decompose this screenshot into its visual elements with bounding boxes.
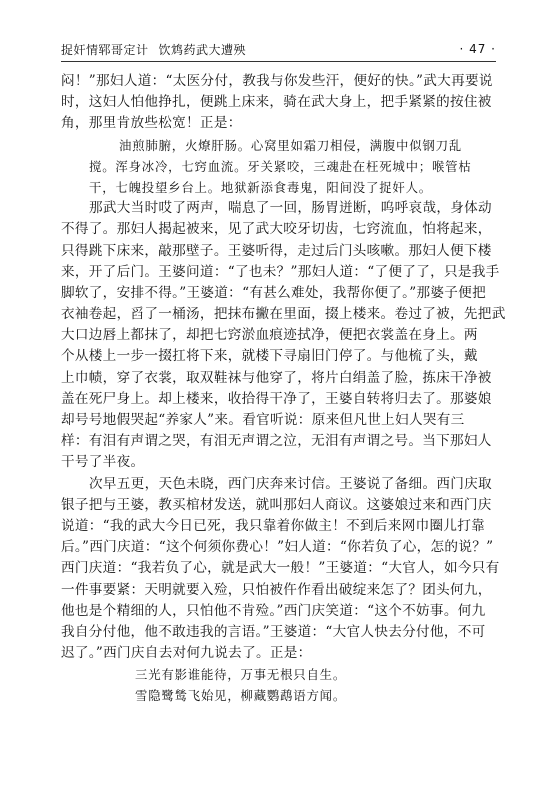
text-line: 西门庆道：“我若负了心，就是武大一般！”王婆道：“大官人，如今只有	[61, 560, 500, 577]
text-line: 说道：“我的武大今日已死，我只靠着你做主！不到后来网巾圈儿打靠	[61, 517, 486, 534]
text-line: 我自分付他，他不敢违我的言语。”王婆道：“大官人快去分付他，不可	[61, 623, 486, 640]
chapter-title-part-1: 捉奸情郓哥定计	[61, 42, 149, 57]
text-line: 后。”西门庆道：“这个何须你费心！”妇人道：“你若负了心，怎的说？”	[61, 539, 494, 556]
text-line: 来，开了后门。王婆问道：“了也未？”那妇人道：“了便了了，只是我手	[61, 263, 500, 280]
text-line: 脚软了，安排不得。”王婆道：“有甚么难处，我帮你便了。”那婆子便把	[61, 284, 486, 301]
text-line: 那武大当时哎了两声，喘息了一回，肠胃迸断，呜呼哀哉，身体动	[89, 200, 492, 217]
text-line: 次早五更，天色未晓，西门庆奔来讨信。王婆说了备细。西门庆取	[89, 475, 492, 492]
running-header	[61, 38, 496, 60]
header-rule	[61, 61, 496, 62]
text-line: 闷！”那妇人道：“太医分付，教我与你发些汗，便好的快。”武大再要说	[61, 73, 493, 89]
text-line: 却号号地假哭起“养家人”来。看官听说：原来但凡世上妇人哭有三	[61, 412, 465, 428]
verse-line: 三光有影谁能待，万事无根只自生。	[135, 667, 347, 683]
text-line: 只得跳下床来，敲那壁子。王婆听得，走过后门头咳嗽。那妇人便下楼	[61, 242, 492, 259]
verse-line: 干，七魄投望乡台上。地狱新添食毒鬼，阳间没了捉奸人。	[89, 179, 432, 195]
text-line: 银子把与王婆，教买棺材发送，就叫那妇人商议。这婆娘过来和西门庆	[61, 496, 492, 513]
page-number: · 47 ·	[459, 42, 496, 56]
verse-line: 雪隐鹭鸶飞始见，柳藏鹦鹉语方闻。	[135, 688, 347, 704]
text-line: 迟了。”西门庆自去对何九说去了。正是：	[61, 645, 312, 662]
text-line: 上巾帻，穿了衣裳，取双鞋袜与他穿了，将片白绢盖了脸，拣床干净被	[61, 369, 492, 386]
verse-line: 搅。浑身冰冷，七窍血流。牙关紧咬，三魂赴在枉死城中；喉管枯	[89, 158, 472, 174]
chapter-title-part-2: 饮鸩药武大遭殃	[158, 42, 247, 57]
text-line: 盖在死尸身上。却上楼来，收拾得干净了，王婆自转将归去了。那婆娘	[61, 390, 492, 407]
text-line: 干号了半夜。	[61, 454, 145, 471]
verse-line: 油煎肺腑，火燎肝肠。心窝里如霜刀相侵，满腹中似钢刀乱	[119, 137, 462, 153]
text-line: 样：有泪有声谓之哭，有泪无声谓之泣，无泪有声谓之号。当下那妇人	[61, 433, 492, 450]
text-line: 大口边唇上都抹了，却把七窍淤血痕迹拭净，便把衣裳盖在身上。两	[61, 327, 478, 344]
text-line: 角，那里肯放些松宽！正是：	[61, 115, 242, 132]
text-line: 一件事要紧：天明就要入殓，只怕被仵作看出破绽来怎了？团头何九，	[61, 581, 492, 598]
text-line: 他也是个精细的人，只怕他不肯殓。”西门庆笑道：“这个不妨事。何九	[61, 602, 486, 619]
text-line: 时，这妇人怕他挣扎，便跳上床来，骑在武大身上，把手紧紧的按住被	[61, 94, 492, 111]
text-line: 衣袖卷起，舀了一桶汤，把抹布撇在里面，掇上楼来。卷过了被，先把武	[61, 306, 506, 323]
chapter-title	[61, 41, 246, 58]
text-line: 不得了。那妇人揭起被来，见了武大咬牙切齿，七窍流血，怕将起来，	[61, 221, 492, 238]
text-line: 个从楼上一步一掇扛将下来，就楼下寻扇旧门停了。与他梳了头，戴	[61, 348, 478, 365]
page-body	[61, 71, 506, 707]
